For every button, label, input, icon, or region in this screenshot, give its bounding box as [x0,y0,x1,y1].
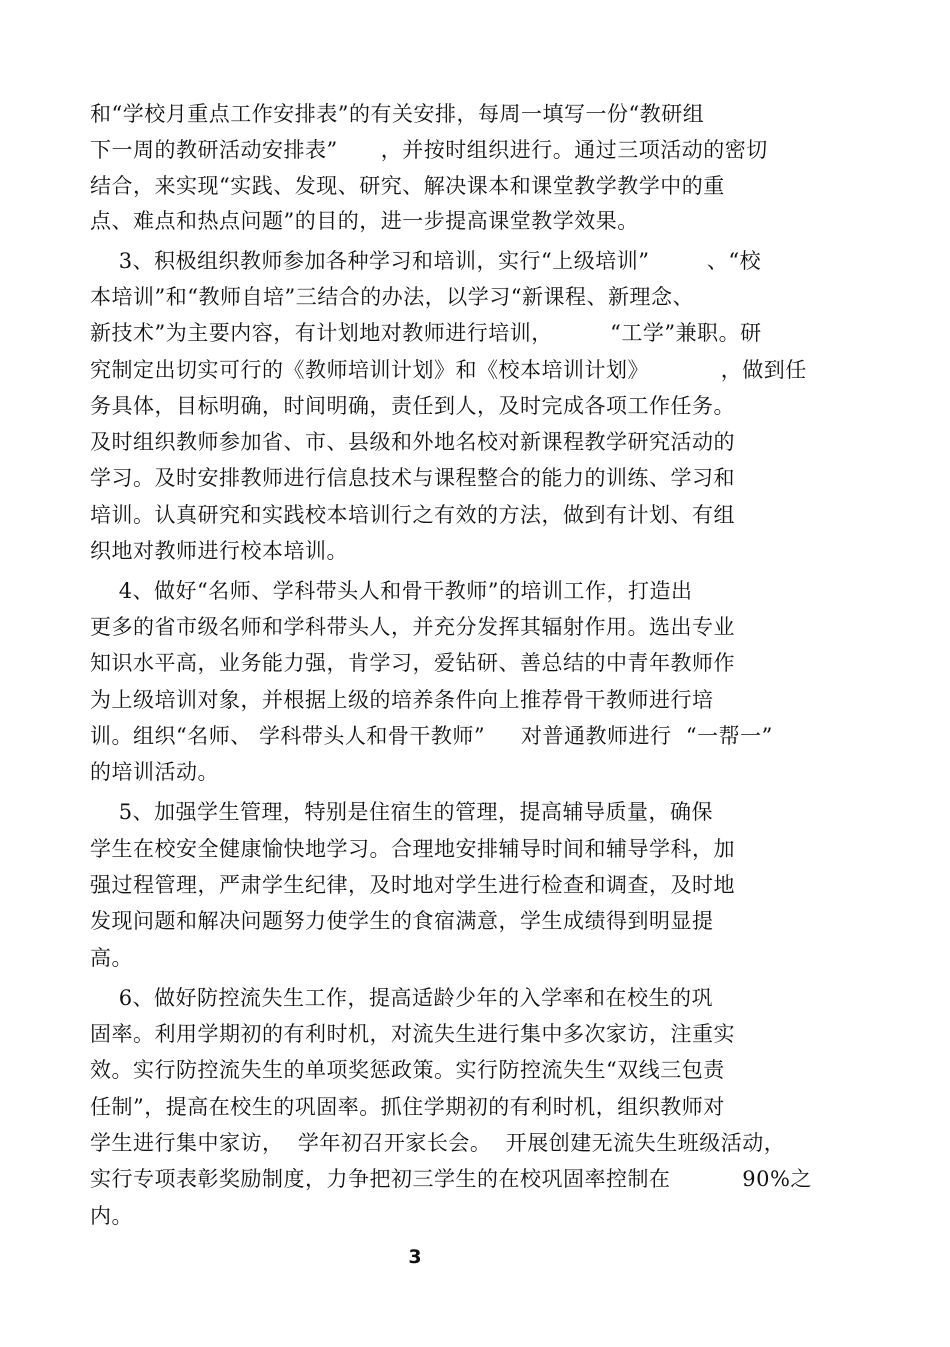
text-line: 固率。利用学期初的有利时机，对流失生进行集中多次家访，注重实 [90,1022,735,1046]
text-line: 实行专项表彰奖励制度，力争把初三学生的在校巩固率控制在 90%之 [90,1167,812,1191]
text-line: 效。实行防控流失生的单项奖惩政策。实行防控流失生“双线三包责 [90,1058,725,1082]
text-line: 究制定出切实可行的《教师培训计划》和《校本培训计划》 ，做到任 [90,358,807,382]
text-line: 高。 [90,946,133,970]
text-line: 发现问题和解决问题努力使学生的食宿满意，学生成绩得到明显提 [90,909,714,933]
text-line: 更多的省市级名师和学科带头人，并充分发挥其辐射作用。选出专业 [90,615,735,639]
text-line: 学生在校安全健康愉快地学习。合理地安排辅导时间和辅导学科，加 [90,837,735,861]
text-line: 任制”，提高在校生的巩固率。抓住学期初的有利时机，组织教师对 [90,1095,725,1119]
text-line: 织地对教师进行校本培训。 [90,539,348,563]
text-line: 及时组织教师参加省、市、县级和外地名校对新课程教学研究活动的 [90,430,735,454]
text-line: 学生进行集中家访， 学年初召开家长会。 开展创建无流失生班级活动， [90,1131,786,1155]
text-line: 强过程管理，严肃学生纪律，及时地对学生进行检查和调查，及时地 [90,873,735,897]
text-line: 本培训”和“教师自培”三结合的办法，以学习“新课程、新理念、 [90,285,694,309]
paragraph-3-start: 3、积极组织教师参加各种学习和培训，实行“上级培训” 、“校 [90,249,762,273]
text-line: 为上级培训对象，并根据上级的培养条件向上推荐骨干教师进行培 [90,688,714,712]
text-line: 点、难点和热点问题”的目的，进一步提高课堂教学效果。 [90,209,639,233]
text-line: 下一周的教研活动安排表” ，并按时组织进行。通过三项活动的密切 [90,138,768,162]
text-line: 结合，来实现“实践、发现、研究、解决课本和课堂教学教学中的重 [90,174,725,198]
paragraph-4-start: 4、做好“名师、学科带头人和骨干教师”的培训工作，打造出 [90,579,693,603]
text-line: 知识水平高，业务能力强，肯学习，爱钻研、善总结的中青年教师作 [90,651,735,675]
text-line: 和“学校月重点工作安排表”的有关安排，每周一填写一份“教研组 [90,102,705,126]
text-line: 内。 [90,1204,133,1228]
paragraph-6-start: 6、做好防控流失生工作，提高适龄少年的入学率和在校生的巩 [90,986,714,1010]
text-line: 训。组织“名师、 学科带头人和骨干教师” 对普通教师进行 “一帮一” [90,724,773,748]
text-line: 学习。及时安排教师进行信息技术与课程整合的能力的训练、学习和 [90,466,735,490]
paragraph-5-start: 5、加强学生管理，特别是住宿生的管理，提高辅导质量，确保 [90,800,714,824]
text-line: 新技术”为主要内容，有计划地对教师进行培训， “工学”兼职。研 [90,321,762,345]
text-line: 的培训活动。 [90,760,219,784]
text-line: 务具体，目标明确，时间明确，责任到人，及时完成各项工作任务。 [90,394,735,418]
text-line: 培训。认真研究和实践校本培训行之有效的方法，做到有计划、有组 [90,503,735,527]
page-number: 3 [408,1246,422,1268]
